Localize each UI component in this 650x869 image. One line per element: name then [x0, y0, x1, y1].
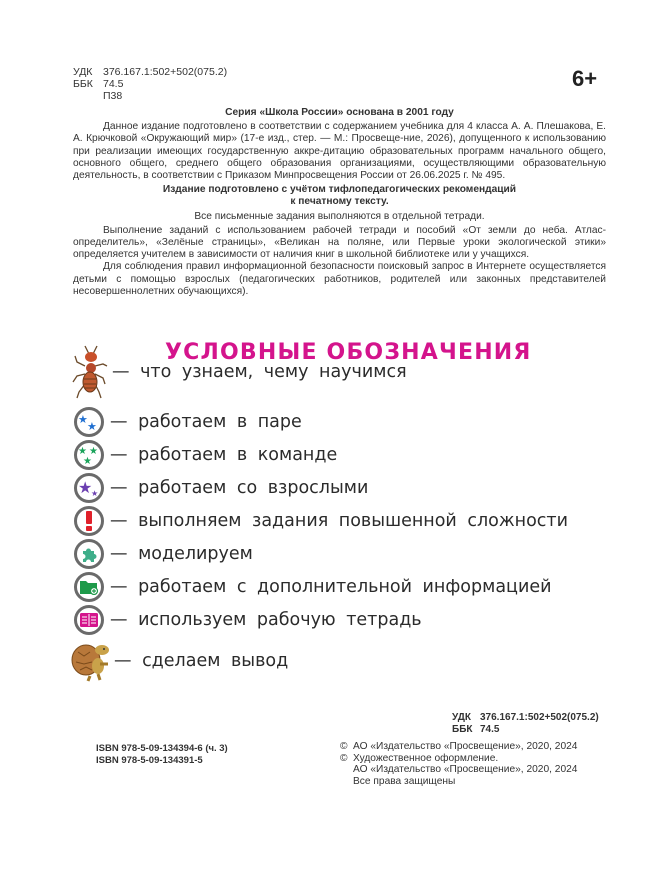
puzzle-icon [70, 538, 108, 570]
copyright-icon: © [340, 741, 348, 752]
pair-stars-icon [70, 406, 108, 438]
legend-text: — моделируем [110, 544, 253, 564]
svg-text:★: ★ [78, 446, 87, 457]
legend-text: — что узнаем, чему научимся [112, 362, 407, 382]
legend-item-difficult [70, 505, 568, 537]
svg-text:★: ★ [78, 413, 88, 426]
adults-stars-icon [70, 472, 108, 504]
legend-item-workbook [70, 604, 422, 636]
legend-text: — работаем со взрослыми [110, 478, 369, 498]
ant-icon [70, 344, 110, 400]
classification-block [73, 66, 227, 102]
footer-classification [452, 712, 599, 735]
legend-text: — работаем в паре [110, 412, 302, 432]
intro-text [73, 107, 606, 298]
copyright-line: Художественное оформление. [353, 752, 499, 764]
author-mark: П38 [103, 90, 123, 102]
svg-text:★: ★ [78, 478, 93, 497]
svg-text:★: ★ [91, 489, 99, 498]
legend-item-pair [70, 406, 302, 438]
legend-item-adults [70, 472, 368, 504]
rights-reserved: Все права защищены [353, 775, 456, 787]
bbk-label: ББК [452, 723, 473, 735]
copyright-line: АО «Издательство «Просвещение», 2020, 2024 [353, 764, 578, 776]
folder-icon [70, 571, 108, 603]
edition-paragraph: Данное издание подготовлено в соответствии с содержанием учебника для 4 класса А. А. Плешакова, Е. А. Крючковой «Окружающий мир» (17-е изд., стер. — М.: Просвеще-ние, 2026), допущенного к использованию при реализации имеющих государственную аккре-дитацию образовательных программ начального общего, основного общего, среднего общего образования организациями, осуществляющими образовательную деятельность, в соответствии с Приказом Минпросвещения России от 26.06.2025 г. № 495. [73, 121, 606, 182]
bbk-value: 74.5 [480, 723, 500, 735]
turtle-icon [70, 640, 112, 682]
svg-text:★: ★ [89, 446, 98, 457]
series-title: Серия «Школа России» основана в 2001 году [225, 107, 454, 118]
workbook-paragraph: Выполнение заданий с использованием рабочей тетради и пособий «От земли до неба. Атлас-определитель», «Зелёные страницы», «Великан на поляне, или Первые уроки экологической этики» определяется учителем в зависимости от наличия книг в школьной библиотеке или у учащихся. [73, 224, 606, 261]
copyright-line: АО «Издательство «Просвещение», 2020, 2024 [353, 741, 578, 752]
workbook-icon [70, 604, 108, 636]
legend-item-team [70, 439, 337, 471]
bbk-value: 74.5 [103, 78, 124, 90]
copyright-icon: © [340, 752, 348, 764]
udk-label: УДК [452, 712, 471, 723]
tiflo-line-1: Издание подготовлено с учётом тифлопедагогических рекомендаций [162, 184, 517, 196]
safety-paragraph: Для соблюдения правил информационной безопасности поисковый запрос в Интернете осуществляется детьми с помощью взрослых (педагогических работников, родителей или законных представителей несовершеннолетних обучающихся). [73, 261, 606, 297]
legend-text: — работаем с дополнительной информацией [110, 577, 552, 597]
udk-label: УДК [73, 66, 93, 78]
bbk-label: ББК [73, 78, 93, 90]
team-stars-icon [70, 439, 108, 471]
svg-text:★: ★ [87, 420, 97, 431]
legend-title: УСЛОВНЫЕ ОБОЗНАЧЕНИЯ [165, 340, 532, 365]
written-note: Все письменные задания выполняются в отдельной тетради. [194, 210, 485, 222]
legend-item-extra-info [70, 571, 551, 603]
legend-text: — выполняем задания повышенной сложности [110, 511, 568, 531]
legend-text: — работаем в команде [110, 445, 338, 465]
exclamation-icon [70, 505, 108, 537]
isbn-block [96, 743, 228, 767]
age-rating: 6+ [572, 66, 598, 91]
legend-text: — используем рабочую тетрадь [110, 610, 422, 630]
udk-value: 376.167.1:502+502(075.2) [480, 712, 599, 723]
udk-value: 376.167.1:502+502(075.2) [103, 66, 228, 78]
tiflo-line-2: к печатному тексту. [290, 196, 389, 208]
svg-text:★: ★ [83, 456, 92, 465]
legend-item-conclusion [70, 640, 288, 682]
legend-text: — сделаем вывод [114, 651, 289, 671]
isbn-volume: ISBN 978-5-09-134394-6 (ч. 3) [96, 743, 228, 754]
legend-item-model [70, 538, 253, 570]
legend-item-learn [70, 344, 407, 400]
isbn-set: ISBN 978-5-09-134391-5 [96, 755, 203, 766]
copyright-block [340, 741, 606, 787]
